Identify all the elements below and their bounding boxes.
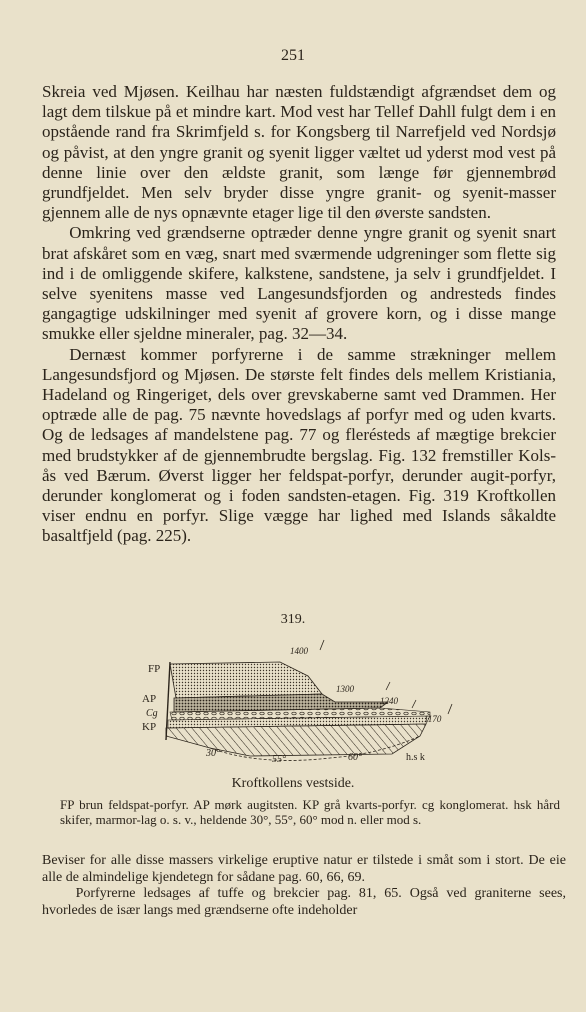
legend-text: FP brun feldspat-porfyr. AP mørk augitsten. KP grå kvarts-porfyr. cg konglomerat. hsk hård skifer, marmor-lag o. s. v., heldende 30°, 55°, 60° mod n. eller mod s. — [60, 797, 560, 827]
figure-number: 319. — [280, 612, 306, 627]
body-paragraph: Omkring ved grændserne optræder denne yngre granit og syenit snart brat afskåret som en væg, snart med sværmende udgreninger som flette sig ind i de omliggende skifere, kalkstene, sandstene, ja selv i grundfjeldet. I selve syenitens masse ved Langesundsfjorden og andresteds findes gangagtige udskilninger med syenit af grovere korn, og i disse mange smukke eller sjeldne mineraler, pag. 32—34. — [42, 223, 556, 344]
body-paragraph: Skreia ved Mjøsen. Keilhau har næsten fuldstændigt afgrændset dem og lagt dem tilskue på et mindre kart. Mod vest har Tellef Dahll fulgt dem i en opstående rand fra Skrimfjeld s. for Kongsberg til Narrefjeld ved Nordsjø og påvist, at den yngre granit og syenit ligger væltet ud yderst mod vest på denne linie over den ældste granit, som længe før gjennembrød grundfjeldet. Men selv bryder disse yngre granit- og syenit-masser gjennem alle de nys opnævnte etager lige til den øverste sandsten. — [42, 82, 556, 223]
elevation-1400: 1400 — [290, 646, 308, 656]
fp-layer — [170, 662, 322, 698]
elevation-1170: 1170 — [424, 714, 442, 724]
dip-60: 60° — [348, 752, 362, 763]
body-paragraph: Dernæst kommer porfyrerne i de samme strækninger mellem Langesundsfjord og Mjøsen. De største felt findes dels mellem Kristiania, Hadeland og Ringeriget, dels over grevskaberne samt ved Drammen. Her optræde alle de pag. 75 nævnte hovedslags af porfyr med og uden kvarts. Og de ledsages af mandelstene pag. 77 og flerésteds af mægtige brekcier med brudstykker af de gjennembrudte bergslag. Fig. 132 fremstiller Kols-ås ved Bærum. Øverst ligger her feldspat-porfyr, derunder augit-porfyr, derunder konglomerat og i foden sandsten-etagen. Fig. 319 Kroftkollen viser endnu en porfyr. Slige vægge har lighed med Islands såkaldte basaltfjeld (pag. 225). — [42, 344, 556, 546]
figure-legend — [60, 797, 560, 827]
label-fp: FP — [148, 663, 161, 675]
geological-cross-section — [130, 636, 460, 772]
label-cg: Cg — [146, 708, 158, 719]
body-text — [42, 82, 556, 547]
label-kp: KP — [142, 721, 157, 733]
elevation-1300: 1300 — [336, 684, 354, 694]
small-print-text — [42, 853, 566, 919]
label-hsk: h.s k — [406, 752, 425, 763]
dip-55: 55° — [272, 754, 286, 765]
page-number: 251 — [281, 47, 305, 64]
label-ap: AP — [142, 693, 157, 705]
dip-30: 30° — [206, 748, 220, 759]
small-paragraph: Porfyrerne ledsages af tuffe og brekcier pag. 81, 65. Også ved graniterne sees, hvorledes de især langs med grændserne ofte indeholder — [42, 886, 566, 918]
hsk-layer — [166, 724, 426, 756]
elevation-1240: 1240 — [380, 696, 398, 706]
small-paragraph: Beviser for alle disse massers virkelige eruptive natur er tilstede i småt som i stort. De eie alle de almindelige kjendetegn for sådane pag. 60, 66, 69. — [42, 853, 566, 885]
figure-caption: Kroftkollens vestside. — [231, 776, 355, 791]
